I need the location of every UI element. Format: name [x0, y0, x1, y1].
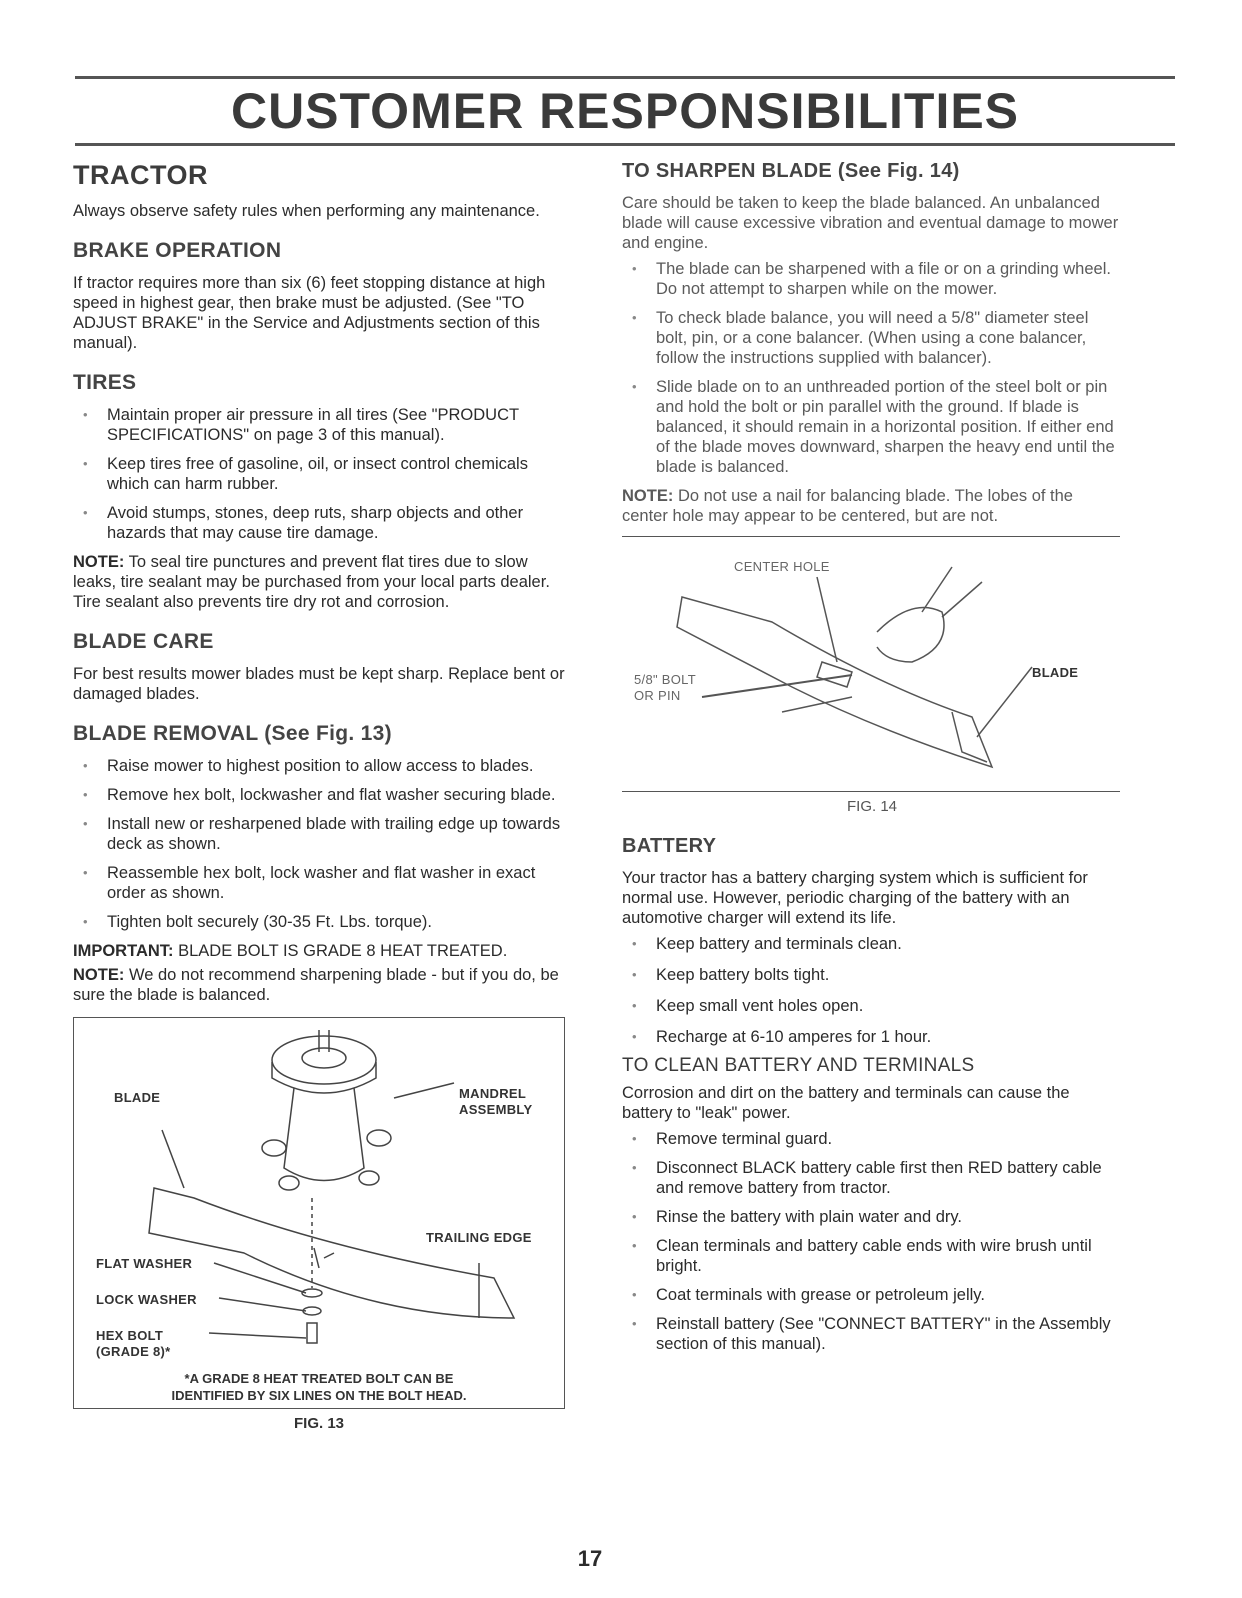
- title-rule: [75, 143, 1175, 146]
- sharpen-list: [622, 259, 1122, 477]
- label-bolt-line: 5/8" BOLT: [634, 672, 696, 687]
- list-item: • Avoid stumps, stones, deep ruts, sharp objects and other hazards that may cause tire damage.: [73, 503, 565, 543]
- list-item: • To check blade balance, you will need a 5/8" diameter steel bolt, pin, or a cone balancer. (When using a cone balancer, follow the instructions supplied with balancer).: [622, 308, 1122, 368]
- tires-heading: TIRES: [73, 371, 137, 394]
- fig14-caption: FIG. 14: [846, 798, 898, 815]
- tractor-text: Always observe safety rules when performing any maintenance.: [73, 202, 540, 220]
- list-item: • Rinse the battery with plain water and dry.: [622, 1207, 1122, 1227]
- list-item: • Remove terminal guard.: [622, 1129, 1122, 1149]
- list-item: • Slide blade on to an unthreaded portion of the steel bolt or pin and hold the bolt or pin parallel with the ground. If blade is balanced, it should remain in a horizontal position. If either end of the blade moves downward, sharpen the heavy end until the blade is balanced.: [622, 377, 1122, 477]
- page-number: 17: [577, 1546, 603, 1571]
- battery-list: [622, 934, 1122, 1047]
- list-item: • Tighten bolt securely (30-35 Ft. Lbs. torque).: [73, 912, 565, 932]
- tires-note: [73, 552, 565, 612]
- footnote-line: *A GRADE 8 HEAT TREATED BOLT CAN BE: [184, 1371, 454, 1386]
- label-bolt-line: OR PIN: [634, 688, 681, 703]
- list-item: • Recharge at 6-10 amperes for 1 hour.: [622, 1027, 1122, 1047]
- label-lock-washer: LOCK WASHER: [96, 1292, 197, 1307]
- blade-care-heading: BLADE CARE: [73, 630, 214, 653]
- top-rule: [75, 76, 1175, 79]
- important-note: [73, 941, 565, 961]
- blade-removal-heading: BLADE REMOVAL (See Fig. 13): [73, 722, 392, 745]
- note-text: We do not recommend sharpening blade - but if you do, be sure the blade is balanced.: [73, 966, 559, 1004]
- note-label: NOTE:: [73, 966, 125, 984]
- left-column: [73, 160, 565, 1432]
- list-item: • Reassemble hex bolt, lock washer and flat washer in exact order as shown.: [73, 863, 565, 903]
- sharpen-note: [622, 486, 1122, 526]
- tires-list: [73, 405, 565, 543]
- list-item: • Keep battery bolts tight.: [622, 965, 1122, 985]
- brake-heading: BRAKE OPERATION: [73, 239, 282, 262]
- label-trailing-edge: TRAILING EDGE: [426, 1230, 532, 1245]
- list-item: • Install new or resharpened blade with trailing edge up towards deck as shown.: [73, 814, 565, 854]
- sharpen-text: Care should be taken to keep the blade balanced. An unbalanced blade will cause excessive vibration and eventual damage to mower and engine.: [622, 194, 1119, 252]
- important-label: IMPORTANT:: [73, 942, 174, 960]
- clean-battery-heading: TO CLEAN BATTERY AND TERMINALS: [622, 1055, 975, 1076]
- clean-battery-text: Corrosion and dirt on the battery and terminals can cause the battery to "leak" power.: [622, 1084, 1070, 1122]
- blade-care-text: For best results mower blades must be kept sharp. Replace bent or damaged blades.: [73, 665, 565, 703]
- important-text: BLADE BOLT IS GRADE 8 HEAT TREATED.: [178, 942, 508, 960]
- label-blade: BLADE: [1032, 665, 1079, 680]
- battery-heading: BATTERY: [622, 835, 717, 857]
- list-item: • Coat terminals with grease or petroleum jelly.: [622, 1285, 1122, 1305]
- label-blade: BLADE: [114, 1090, 161, 1105]
- fig13-caption: FIG. 13: [293, 1415, 345, 1432]
- note-text: To seal tire punctures and prevent flat tires due to slow leaks, tire sealant may be purchased from your local parts dealer. Tire sealant also prevents tire dry rot and corrosion.: [73, 553, 550, 611]
- list-item: • Remove hex bolt, lockwasher and flat washer securing blade.: [73, 785, 565, 805]
- tractor-heading: TRACTOR: [73, 160, 208, 190]
- list-item: • Keep battery and terminals clean.: [622, 934, 1122, 954]
- figure-13: [73, 1017, 565, 1409]
- blade-removal-list: [73, 756, 565, 932]
- list-item: • Raise mower to highest position to allow access to blades.: [73, 756, 565, 776]
- clean-battery-list: [622, 1129, 1122, 1354]
- right-column: [622, 160, 1122, 1363]
- label-flat-washer: FLAT WASHER: [96, 1256, 193, 1271]
- battery-text: Your tractor has a battery charging system which is sufficient for normal use. However, periodic charging of the battery with an automotive charger will extend its life.: [622, 869, 1088, 927]
- brake-text: If tractor requires more than six (6) feet stopping distance at high speed in highest gear, then brake must be adjusted. (See "TO ADJUST BRAKE" in the Service and Adjustments section of this manual).: [73, 274, 546, 352]
- figure-14: [622, 536, 1120, 792]
- label-mandrel-assembly: MANDREL ASSEMBLY: [459, 1086, 533, 1117]
- footnote-line: IDENTIFIED BY SIX LINES ON THE BOLT HEAD.: [171, 1388, 467, 1403]
- list-item: • Maintain proper air pressure in all tires (See "PRODUCT SPECIFICATIONS" on page 3 of this manual).: [73, 405, 565, 445]
- label-grade: (GRADE 8)*: [96, 1344, 171, 1359]
- label-center-hole: CENTER HOLE: [734, 559, 830, 574]
- blade-removal-note: [73, 965, 565, 1005]
- blade-balance-illustration: [622, 537, 1120, 791]
- note-text: Do not use a nail for balancing blade. The lobes of the center hole may appear to be centered, but are not.: [622, 487, 1073, 525]
- list-item: • The blade can be sharpened with a file or on a grinding wheel. Do not attempt to sharpen while on the mower.: [622, 259, 1122, 299]
- list-item: • Disconnect BLACK battery cable first then RED battery cable and remove battery from tractor.: [622, 1158, 1122, 1198]
- sharpen-heading: TO SHARPEN BLADE (See Fig. 14): [622, 160, 960, 182]
- list-item: • Keep tires free of gasoline, oil, or insect control chemicals which can harm rubber.: [73, 454, 565, 494]
- note-label: NOTE:: [622, 487, 674, 505]
- note-label: NOTE:: [73, 553, 125, 571]
- page-title: CUSTOMER RESPONSIBILITIES: [230, 83, 1020, 139]
- list-item: • Reinstall battery (See "CONNECT BATTERY" in the Assembly section of this manual).: [622, 1314, 1122, 1354]
- list-item: • Clean terminals and battery cable ends with wire brush until bright.: [622, 1236, 1122, 1276]
- list-item: • Keep small vent holes open.: [622, 996, 1122, 1016]
- label-hex-bolt: HEX BOLT: [96, 1328, 164, 1343]
- label-bolt-pin: [634, 672, 696, 704]
- fig13-footnote: [74, 1370, 564, 1404]
